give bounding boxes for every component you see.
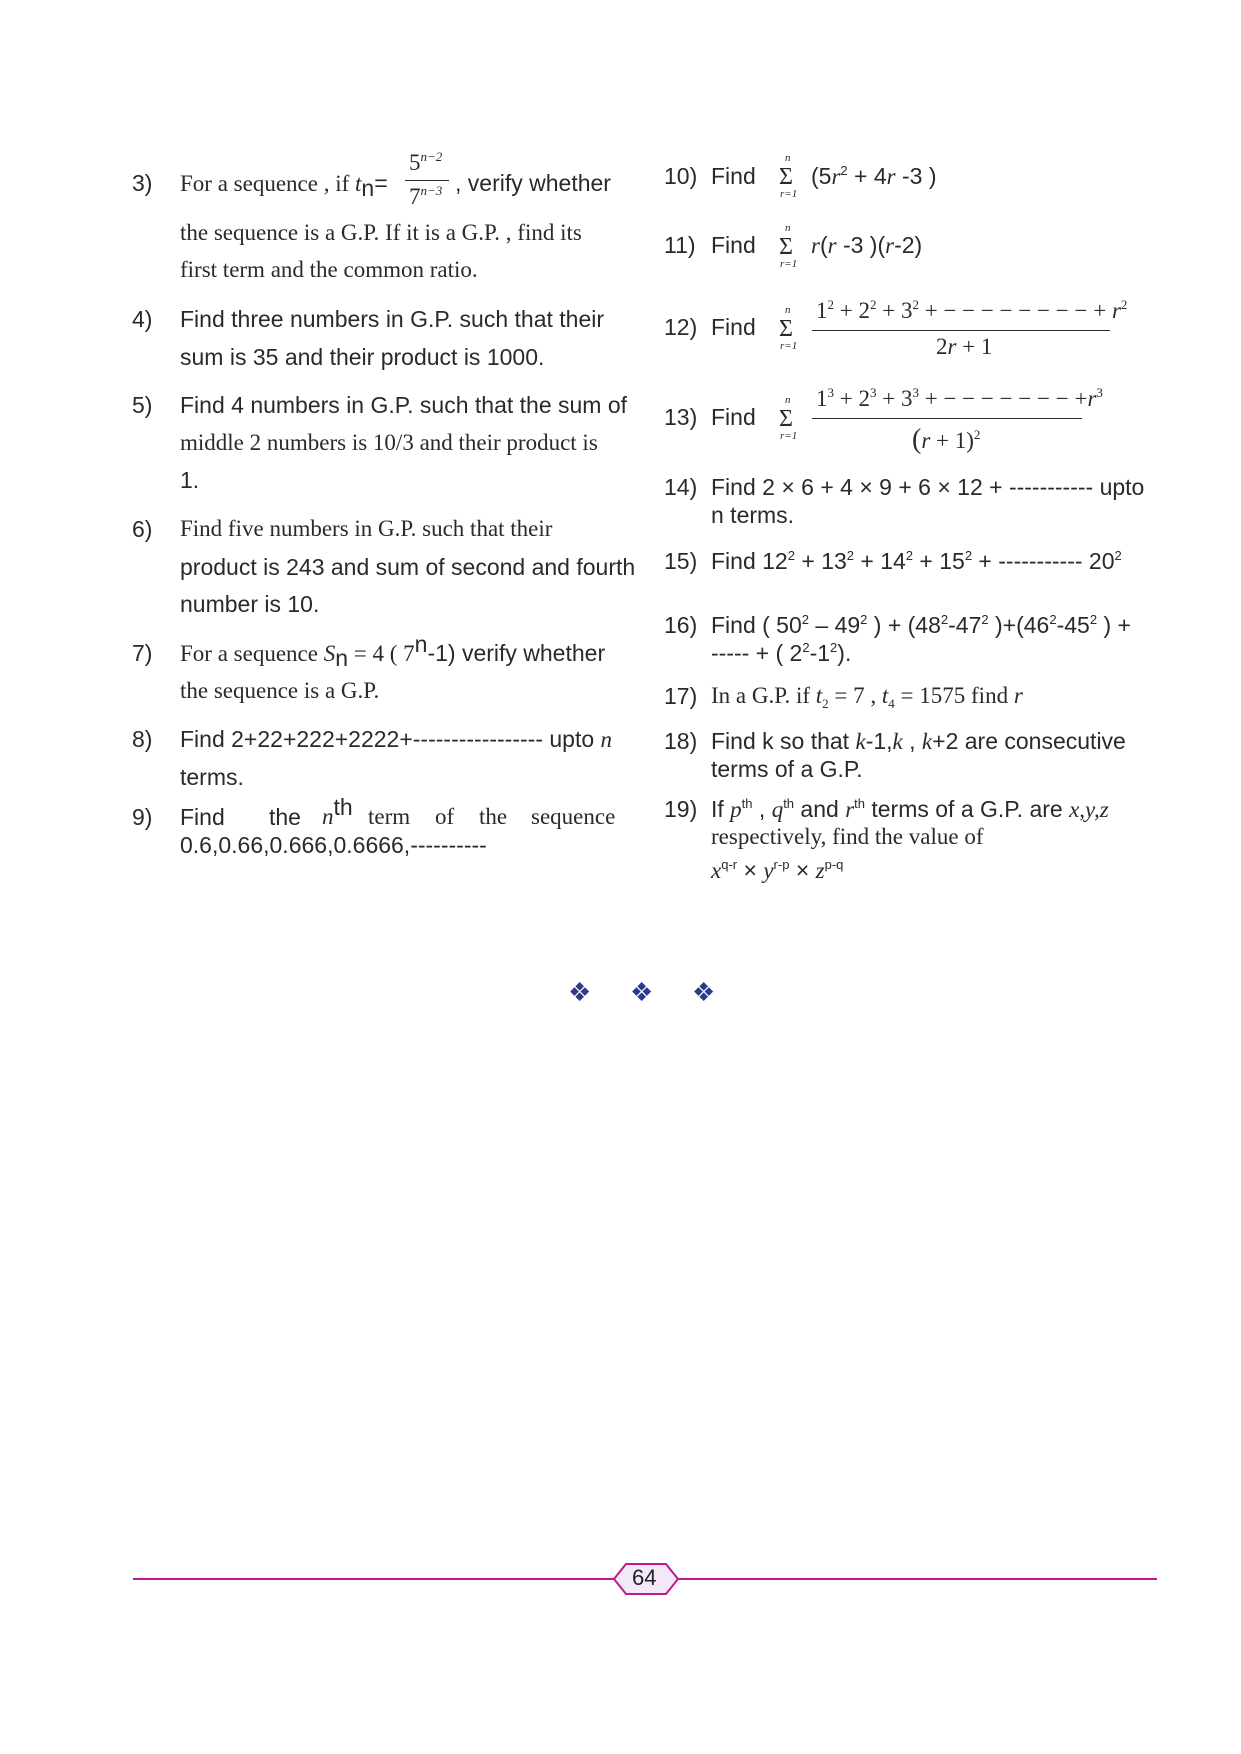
page-number: 64 <box>632 1565 657 1590</box>
q3-number: 3) <box>132 170 153 196</box>
q9-line2: 0.6,0.66,0.666,0.6666,---------- <box>180 832 487 858</box>
q17-line1: In a G.P. if $t_2 = 7$ , $t_4 = 1575$ find r <box>711 683 1023 711</box>
q11-expression: r(r -3 )(r-2) <box>811 232 923 258</box>
q8-number: 8) <box>132 726 153 752</box>
q18-line1: Find k so that k-1,k , k+2 are consecutive <box>711 728 1126 754</box>
q16-line2: ----- + ( $2^2-1^2$). <box>711 640 852 666</box>
q9-word: the <box>269 804 301 830</box>
footer-rule-left <box>133 1578 614 1580</box>
q14-number: 14) <box>664 474 698 500</box>
q5-number: 5) <box>132 392 153 418</box>
q19-line1: If $p^{th}$ , $q^{th}$ and $r^{th}$ terms of a G.P. are x,y,z <box>711 796 1109 822</box>
q6-line1: Find five numbers in G.P. such that their <box>180 516 553 541</box>
q13-fraction: $1^3 + 2^3 + 3^3$ + − − − − − − − $+r^3$ $(r + 1)^2$ <box>812 384 1092 464</box>
q3-line3: first term and the common ratio. <box>180 257 478 282</box>
q4-line2: sum is 35 and their product is 1000. <box>180 344 545 370</box>
q8-line1: Find 2+22+222+2222+----------------- upto n <box>180 726 613 752</box>
q7-number: 7) <box>132 640 153 666</box>
q10-number: 10) <box>664 163 698 189</box>
q7-line1: For a sequence $S_n = 4$ ( 7$^n$-1) verify whether <box>180 631 606 671</box>
q3-fraction: $5^{n-2}$ $7^{n-3}$ <box>405 150 455 210</box>
q7-line2: the sequence is a G.P. <box>180 678 380 703</box>
q6-number: 6) <box>132 516 153 542</box>
q3-line1: For a sequence , if $t_n=$ <box>180 170 388 201</box>
summation-symbol: n Σ r=1 <box>779 394 798 442</box>
q10-find: Find <box>711 163 756 189</box>
q5-line1: Find 4 numbers in G.P. such that the sum of <box>180 392 628 418</box>
q6-line3: number is 10. <box>180 591 320 617</box>
diamond-ornament-icon: ❖ <box>568 978 592 1007</box>
q4-number: 4) <box>132 306 153 332</box>
q15-number: 15) <box>664 548 698 574</box>
q19-line3: $x^{q-r} \times y^{r-p} \times z^{p-q}$ <box>711 857 844 883</box>
q16-number: 16) <box>664 612 698 638</box>
q18-line2: terms of a G.P. <box>711 756 863 782</box>
diamond-ornament-icon: ❖ <box>630 978 654 1007</box>
q12-fraction: $1^2 + 2^2 + 3^2$ + − − − − − − − − + $r^2$ 2r + 1 <box>812 296 1112 366</box>
q18-number: 18) <box>664 728 698 754</box>
q9-word: the <box>479 804 508 829</box>
q9-number: 9) <box>132 804 153 830</box>
footer-rule-right <box>678 1578 1157 1580</box>
q9-word: term <box>368 804 411 829</box>
q8-line2: terms. <box>180 764 244 790</box>
q3-line1-end: , verify whether <box>455 170 611 196</box>
q9-word: Find <box>180 804 225 830</box>
q9-word: sequence <box>531 804 616 829</box>
q5-line2: middle 2 numbers is 10/3 and their product is <box>180 430 598 455</box>
q16-line1: Find ( $50^2 - 49^2$ ) + ($48^2-47^2$ )$+(46^2-45^2$ ) + <box>711 612 1131 638</box>
q4-line1: Find three numbers in G.P. such that their <box>180 306 605 332</box>
q6-line2: product is 243 and sum of second and fourth <box>180 554 636 580</box>
q14-line1: Find 2 × 6 + 4 × 9 + 6 × 12 + ----------- upto <box>711 474 1145 500</box>
q5-line3: 1. <box>180 467 200 493</box>
q9-nth: $n^{th}$ <box>322 794 353 829</box>
q10-expression: ($5r^2 + 4r$ -3 ) <box>811 163 937 189</box>
q13-find: Find <box>711 404 756 430</box>
diamond-ornament-icon: ❖ <box>692 978 716 1007</box>
summation-symbol: n Σ r=1 <box>779 152 798 200</box>
q19-line2: respectively, find the value of <box>711 824 984 849</box>
q17-number: 17) <box>664 683 698 709</box>
q13-number: 13) <box>664 404 698 430</box>
summation-symbol: n Σ r=1 <box>779 304 798 352</box>
q19-number: 19) <box>664 796 698 822</box>
summation-symbol: n Σ r=1 <box>779 222 798 270</box>
q3-line2: the sequence is a G.P. If it is a G.P. , find its <box>180 220 582 245</box>
q11-find: Find <box>711 232 756 258</box>
q12-find: Find <box>711 314 756 340</box>
q14-line2: n terms. <box>711 502 795 528</box>
q9-word: of <box>435 804 455 829</box>
q15-line1: Find $12^2 + 13^2 + 14^2 + 15^2$ + ----------- $20^2$ <box>711 548 1122 574</box>
q11-number: 11) <box>664 232 696 258</box>
q12-number: 12) <box>664 314 698 340</box>
